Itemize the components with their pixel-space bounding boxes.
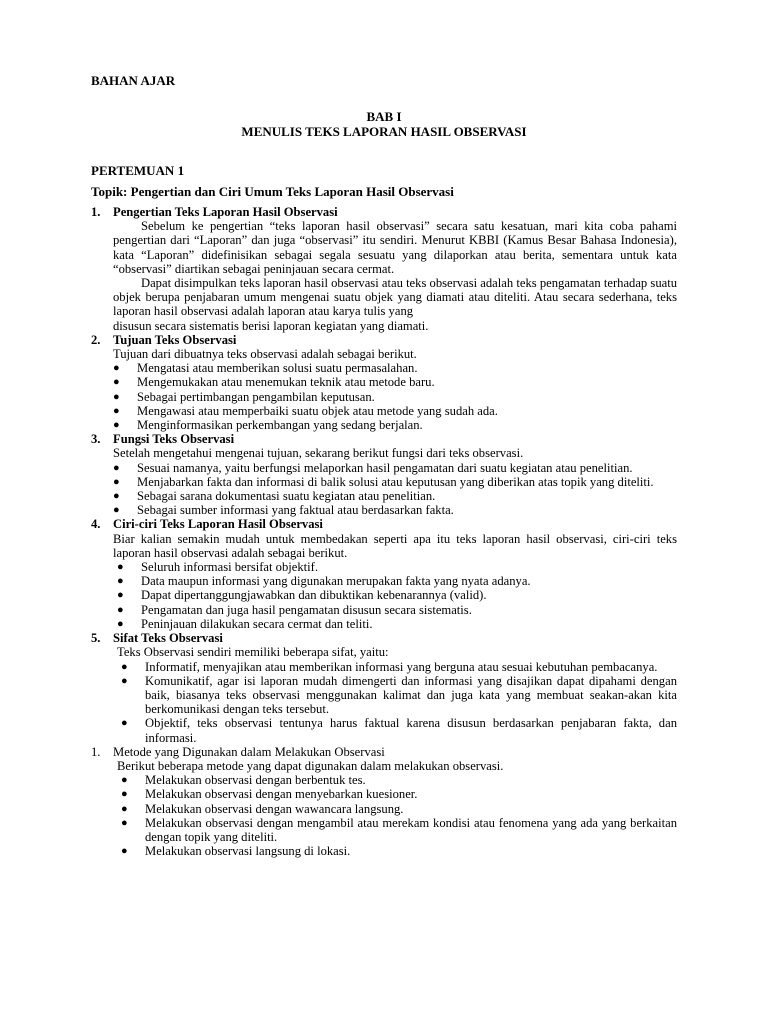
section-intro: Teks Observasi sendiri memiliki beberapa sifat, yaitu: [117, 645, 389, 660]
list-item: ● Mengemukakan atau menemukan teknik atau metode baru. [113, 375, 435, 390]
list-item: ● Komunikatif, agar isi laporan mudah dimengerti dan informasi yang disajikan dapat dipahami dengan baik, biasanya teks observasi menggunakan kalimat dan juga kata yang membuat seakan-akan kita berkomunikasi dengan teks tersebut. [121, 673, 677, 717]
bullet-icon: ● [121, 816, 128, 829]
section-heading [91, 333, 677, 347]
list-item: ● Informatif, menyajikan atau memberikan informasi yang berguna atau sesuai kebutuhan pembacanya. [121, 659, 658, 674]
list-item: ● Sebagai sumber informasi yang faktual atau berdasarkan fakta. [113, 503, 454, 518]
section-title: Metode yang Digunakan dalam Melakukan Observasi [113, 744, 385, 759]
bullet-icon: ● [117, 603, 124, 616]
list-item: ● Melakukan observasi langsung di lokasi. [121, 844, 351, 859]
list-item: ● Menginformasikan perkembangan yang sedang berjalan. [113, 418, 423, 433]
document-label: BAHAN AJAR [91, 73, 176, 88]
section-pengertian [91, 205, 677, 333]
bullet-list [91, 361, 677, 432]
list-item: ● Objektif, teks observasi tentunya harus faktual karena disusun berdasarkan penjabaran fakta, dan informasi. [121, 716, 677, 745]
section-intro: Tujuan dari dibuatnya teks observasi adalah sebagai berikut. [113, 347, 417, 362]
section-number: 2. [91, 332, 101, 347]
list-item: ● Menjabarkan fakta dan informasi di balik solusi atau keputusan yang diberikan atas topik yang diteliti. [113, 474, 654, 489]
topic-heading: Topik: Pengertian dan Ciri Umum Teks Laporan Hasil Observasi [91, 184, 454, 199]
bullet-list [91, 773, 677, 858]
section-number: 3. [91, 432, 101, 447]
bullet-icon: ● [117, 575, 124, 588]
section-title: Fungsi Teks Observasi [113, 432, 235, 447]
list-item: ● Sebagai sarana dokumentasi suatu kegiatan atau penelitian. [113, 489, 436, 504]
section-intro: Berikut beberapa metode yang dapat digunakan dalam melakukan observasi. [117, 758, 504, 773]
section-heading [91, 631, 677, 645]
list-item: ● Mengawasi atau memperbaiki suatu objek atau metode yang sudah ada. [113, 403, 498, 418]
list-item: ● Data maupun informasi yang digunakan merupakan fakta yang nyata adanya. [117, 574, 531, 589]
bullet-icon: ● [117, 617, 124, 630]
paragraph: Sebelum ke pengertian “teks laporan hasil observasi” secara satu kesatuan, mari kita coba pahami pengertian dari “Laporan” dan juga “observasi” itu sendiri. Menurut KBBI (Kamus Besar Bahasa Indonesia), kata “Laporan” didefinisikan sebagai segala sesuatu yang dilaporkan atau berita, sementara untuk kata “observasi” diartikan sebagai peninjauan secara cermat. [113, 219, 677, 276]
section-tujuan [91, 333, 677, 432]
bullet-icon: ● [117, 561, 124, 574]
section-heading [91, 432, 677, 446]
paragraph: Dapat disimpulkan teks laporan hasil observasi atau teks observasi adalah teks pengamatan terhadap suatu objek berupa penjabaran umum mengenai suatu objek yang diamati atau diteliti. Atau secara sederhana, teks laporan hasil observasi adalah laporan atau karya tulis yang [113, 276, 677, 319]
section-number: 4. [91, 517, 101, 532]
list-item: ● Peninjauan dilakukan secara cermat dan teliti. [117, 616, 373, 631]
content-body [91, 205, 677, 858]
chapter-subtitle: MENULIS TEKS LAPORAN HASIL OBSERVASI [241, 124, 527, 139]
bullet-icon: ● [121, 660, 128, 673]
section-title: Ciri-ciri Teks Laporan Hasil Observasi [113, 517, 323, 532]
section-number: 5. [91, 631, 101, 646]
bullet-icon: ● [113, 390, 120, 403]
bullet-icon: ● [113, 362, 120, 375]
section-intro: Biar kalian semakin mudah untuk membedakan seperti apa itu teks laporan hasil observasi, ciri-ciri teks laporan hasil observasi adalah sebagai berikut. [113, 531, 677, 560]
bullet-list [91, 560, 677, 631]
bullet-list [91, 660, 677, 745]
bullet-icon: ● [113, 504, 120, 517]
paragraph: disusun secara sistematis berisi laporan kegiatan yang diamati. [113, 318, 429, 333]
bullet-icon: ● [113, 419, 120, 432]
bullet-icon: ● [121, 717, 128, 730]
bullet-icon: ● [121, 788, 128, 801]
list-item: ● Sebagai pertimbangan pengambilan keputusan. [113, 389, 375, 404]
list-item: ● Melakukan observasi dengan menyebarkan kuesioner. [121, 787, 418, 802]
section-metode [91, 745, 677, 859]
bullet-icon: ● [117, 589, 124, 602]
bullet-icon: ● [113, 376, 120, 389]
list-item: ● Dapat dipertanggungjawabkan dan dibuktikan kebenarannya (valid). [117, 588, 487, 603]
bullet-icon: ● [113, 461, 120, 474]
list-item: ● Melakukan observasi dengan mengambil atau merekam kondisi atau fenomena yang ada yang berkaitan dengan topik yang diteliti. [121, 815, 677, 844]
bullet-icon: ● [121, 674, 128, 687]
section-title: Pengertian Teks Laporan Hasil Observasi [113, 205, 338, 219]
bullet-icon: ● [113, 404, 120, 417]
meeting-heading: PERTEMUAN 1 [91, 163, 185, 178]
bullet-icon: ● [113, 490, 120, 503]
bullet-list [91, 461, 677, 518]
section-fungsi [91, 432, 677, 517]
section-title: Sifat Teks Observasi [113, 631, 223, 646]
section-number: 1. [91, 205, 101, 219]
list-item: ● Melakukan observasi dengan berbentuk tes. [121, 773, 366, 788]
section-heading [91, 745, 677, 759]
section-title: Tujuan Teks Observasi [113, 332, 237, 347]
section-sifat [91, 631, 677, 745]
list-item: ● Seluruh informasi bersifat objektif. [117, 560, 318, 575]
chapter-title: BAB I [366, 109, 402, 124]
list-item: ● Pengamatan dan juga hasil pengamatan disusun secara sistematis. [117, 602, 472, 617]
bullet-icon: ● [121, 845, 128, 858]
list-item: ● Mengatasi atau memberikan solusi suatu permasalahan. [113, 361, 418, 376]
section-ciri-ciri [91, 517, 677, 631]
section-number: 1. [91, 744, 101, 759]
section-intro: Setelah mengetahui mengenai tujuan, sekarang berikut fungsi dari teks observasi. [113, 446, 524, 461]
section-heading [91, 205, 677, 219]
list-item: ● Sesuai namanya, yaitu berfungsi melaporkan hasil pengamatan dari suatu kegiatan atau penelitian. [113, 460, 633, 475]
bullet-icon: ● [121, 802, 128, 815]
list-item: ● Melakukan observasi dengan wawancara langsung. [121, 801, 404, 816]
bullet-icon: ● [113, 475, 120, 488]
section-heading [91, 517, 677, 531]
bullet-icon: ● [121, 774, 128, 787]
